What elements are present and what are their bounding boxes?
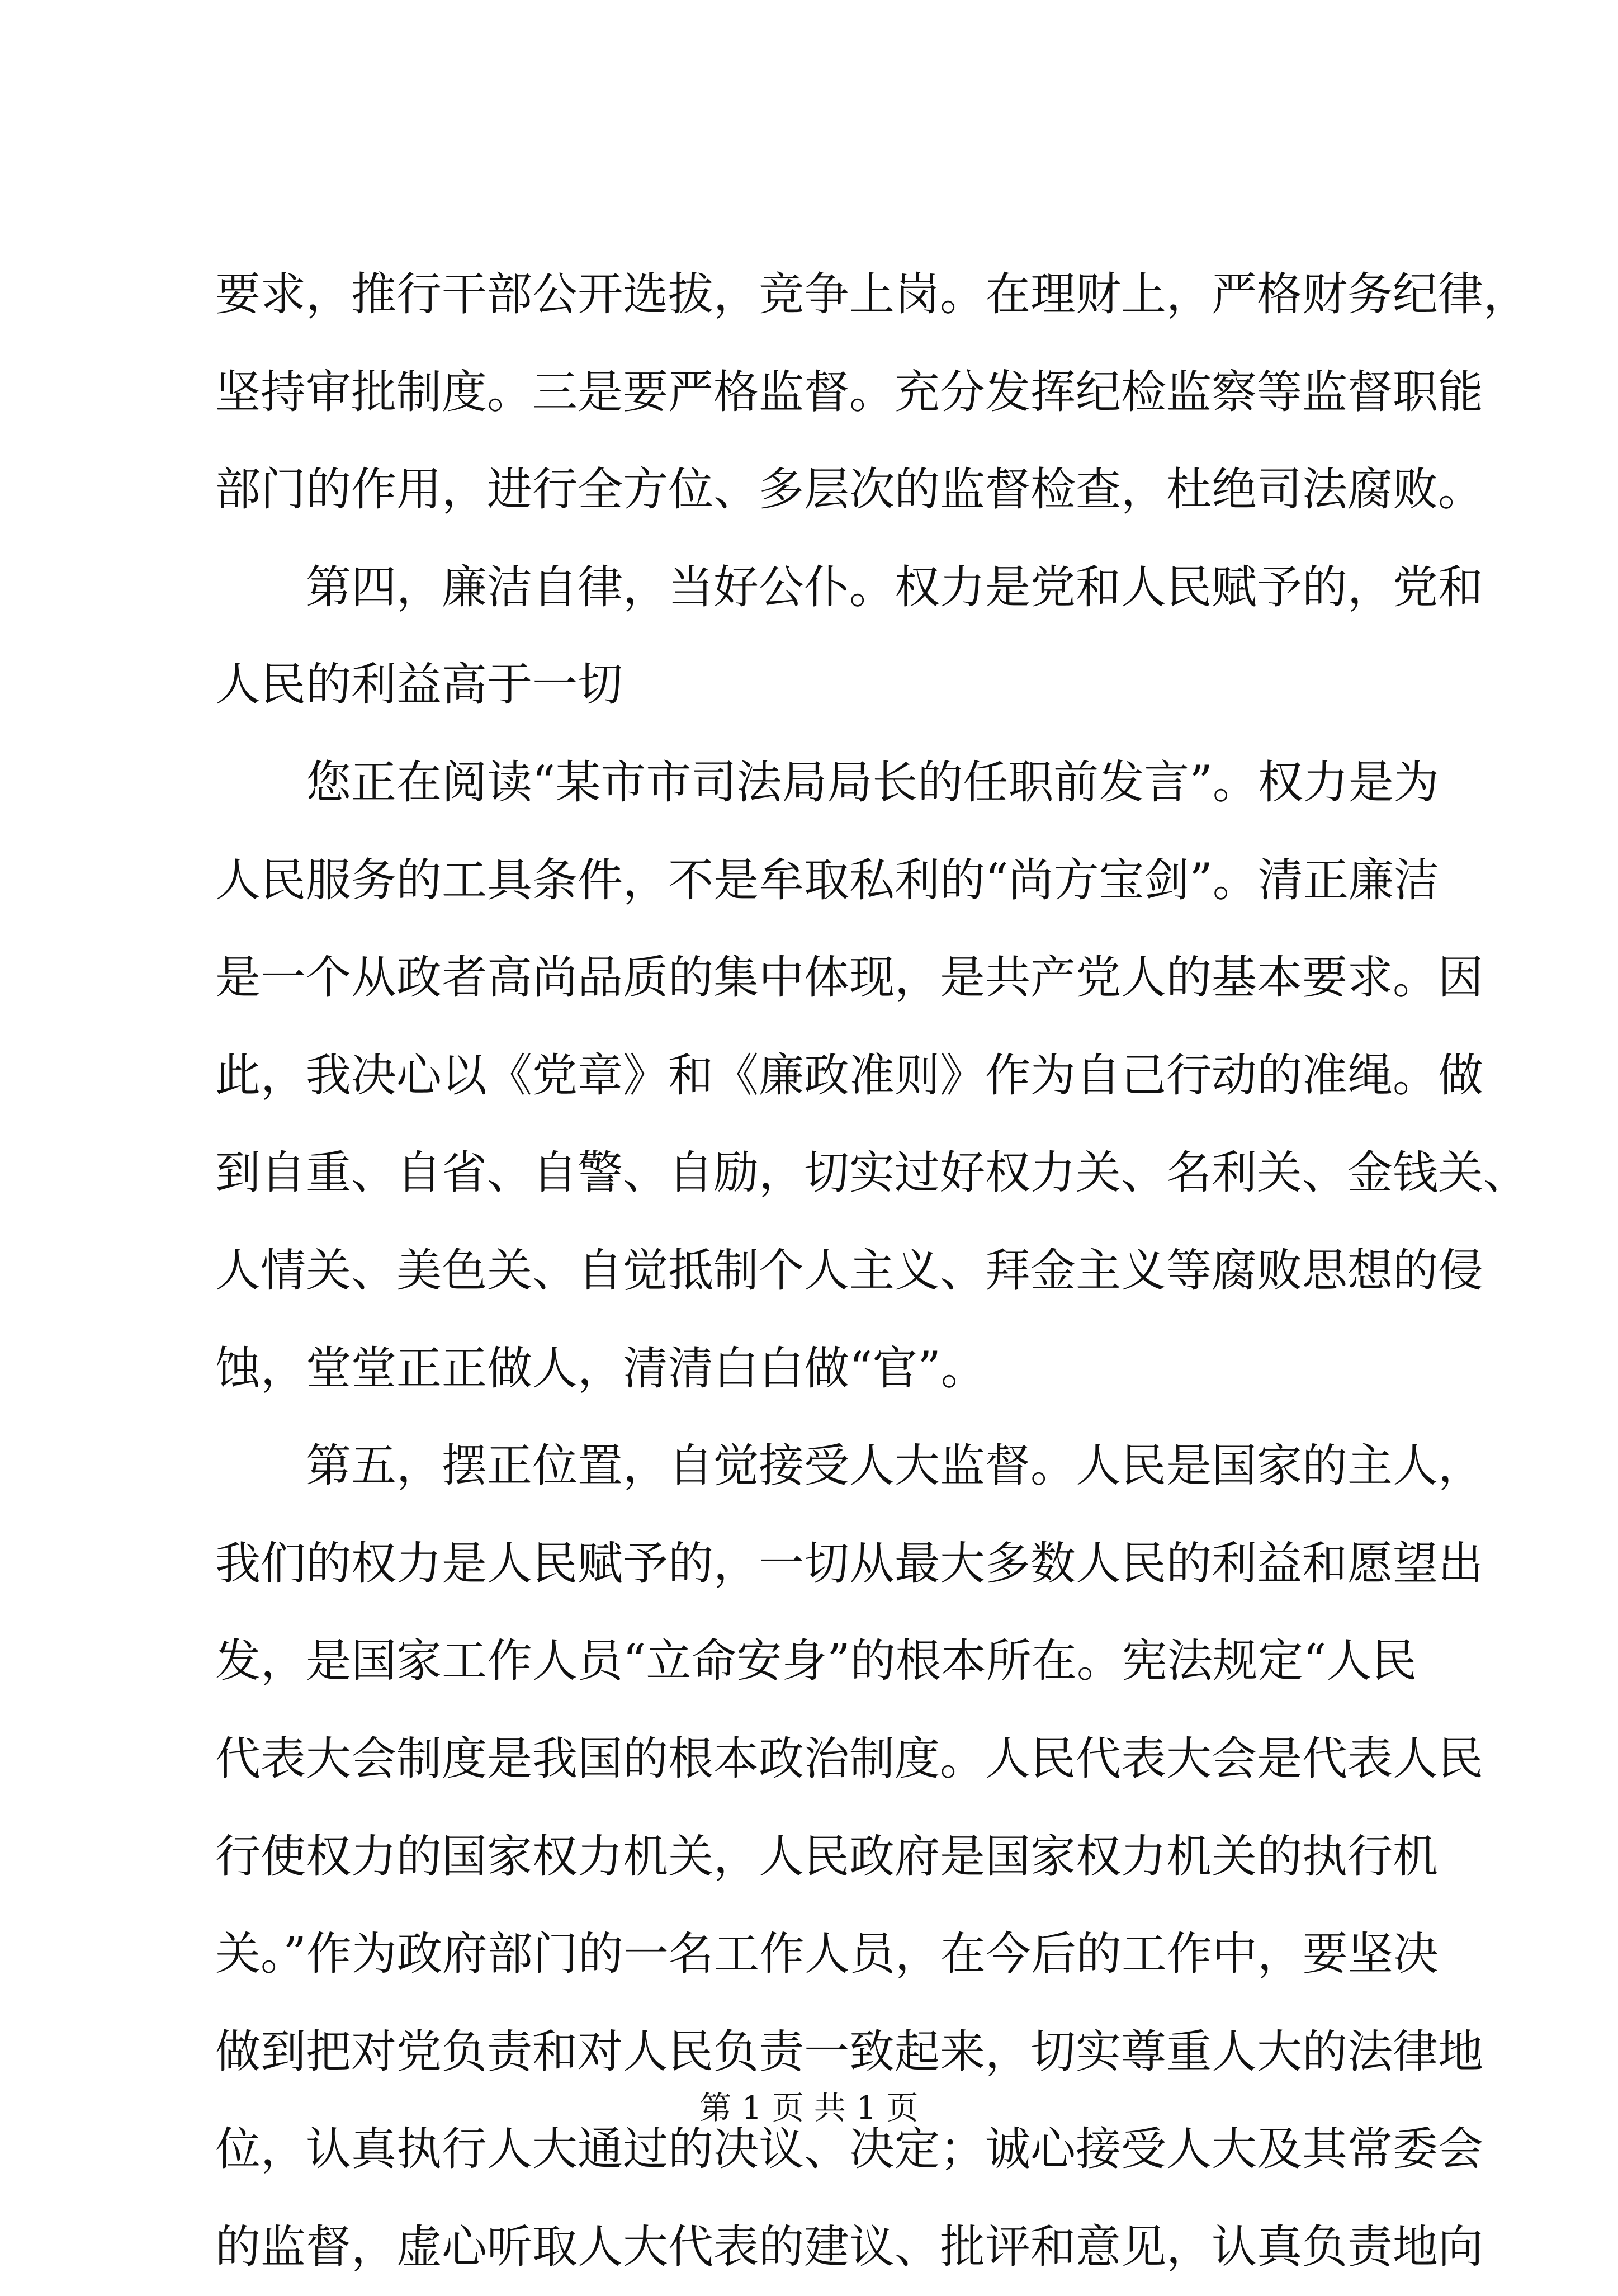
text-line: 第五，摆正位置，自觉接受人大监督。人民是国家的主人， xyxy=(215,1440,1484,1493)
text-line: 是一个从政者高尚品质的集中体现，是共产党人的基本要求。因 xyxy=(215,952,1484,1005)
text-line: 做到把对党负责和对人民负责一致起来，切实尊重人大的法律地 xyxy=(215,2025,1484,2078)
text-line: 要求，推行干部公开选拔，竞争上岗。在理财上，严格财务纪律， xyxy=(215,268,1529,321)
text-line: 的监督，虚心听取人大代表的建议、批评和意见，认真负责地向 xyxy=(215,2221,1484,2274)
text-line: 此，我决心以《党章》和《廉政准则》作为自己行动的准绳。做 xyxy=(215,1049,1484,1102)
document-body xyxy=(215,246,1529,2296)
text-line: 第四，廉洁自律，当好公仆。权力是党和人民赋予的，党和 xyxy=(215,561,1484,614)
text-line: 您正在阅读“某市市司法局局长的任职前发言”。权力是为 xyxy=(215,756,1439,809)
text-line: 我们的权力是人民赋予的，一切从最大多数人民的利益和愿望出 xyxy=(215,1537,1484,1590)
text-line: 代表大会制度是我国的根本政治制度。人民代表大会是代表人民 xyxy=(215,1732,1484,1785)
text-line: 部门的作用，进行全方位、多层次的监督检查，杜绝司法腐败。 xyxy=(215,464,1484,517)
text-line: 位，认真执行人大通过的决议、决定；诚心接受人大及其常委会 xyxy=(215,2123,1484,2176)
text-line: 发，是国家工作人员“立命安身”的根本所在。宪法规定“人民 xyxy=(215,1635,1417,1688)
text-line: 人民服务的工具条件，不是牟取私利的“尚方宝剑”。清正廉洁 xyxy=(215,854,1439,907)
text-line: 蚀，堂堂正正做人，清清白白做“官”。 xyxy=(215,1342,986,1395)
text-line: 行使权力的国家权力机关，人民政府是国家权力机关的执行机 xyxy=(215,1830,1439,1883)
text-line: 人民的利益高于一切 xyxy=(215,659,623,712)
text-line: 到自重、自省、自警、自励，切实过好权力关、名利关、金钱关、 xyxy=(215,1147,1529,1200)
text-line: 坚持审批制度。三是要严格监督。充分发挥纪检监察等监督职能 xyxy=(215,366,1484,419)
text-line: 人情关、美色关、自觉抵制个人主义、拜金主义等腐败思想的侵 xyxy=(215,1244,1484,1297)
text-line: 关。”作为政府部门的一名工作人员，在今后的工作中，要坚决 xyxy=(215,1928,1439,1981)
page-footer: 第 1 页 共 1 页 xyxy=(699,2090,919,2127)
